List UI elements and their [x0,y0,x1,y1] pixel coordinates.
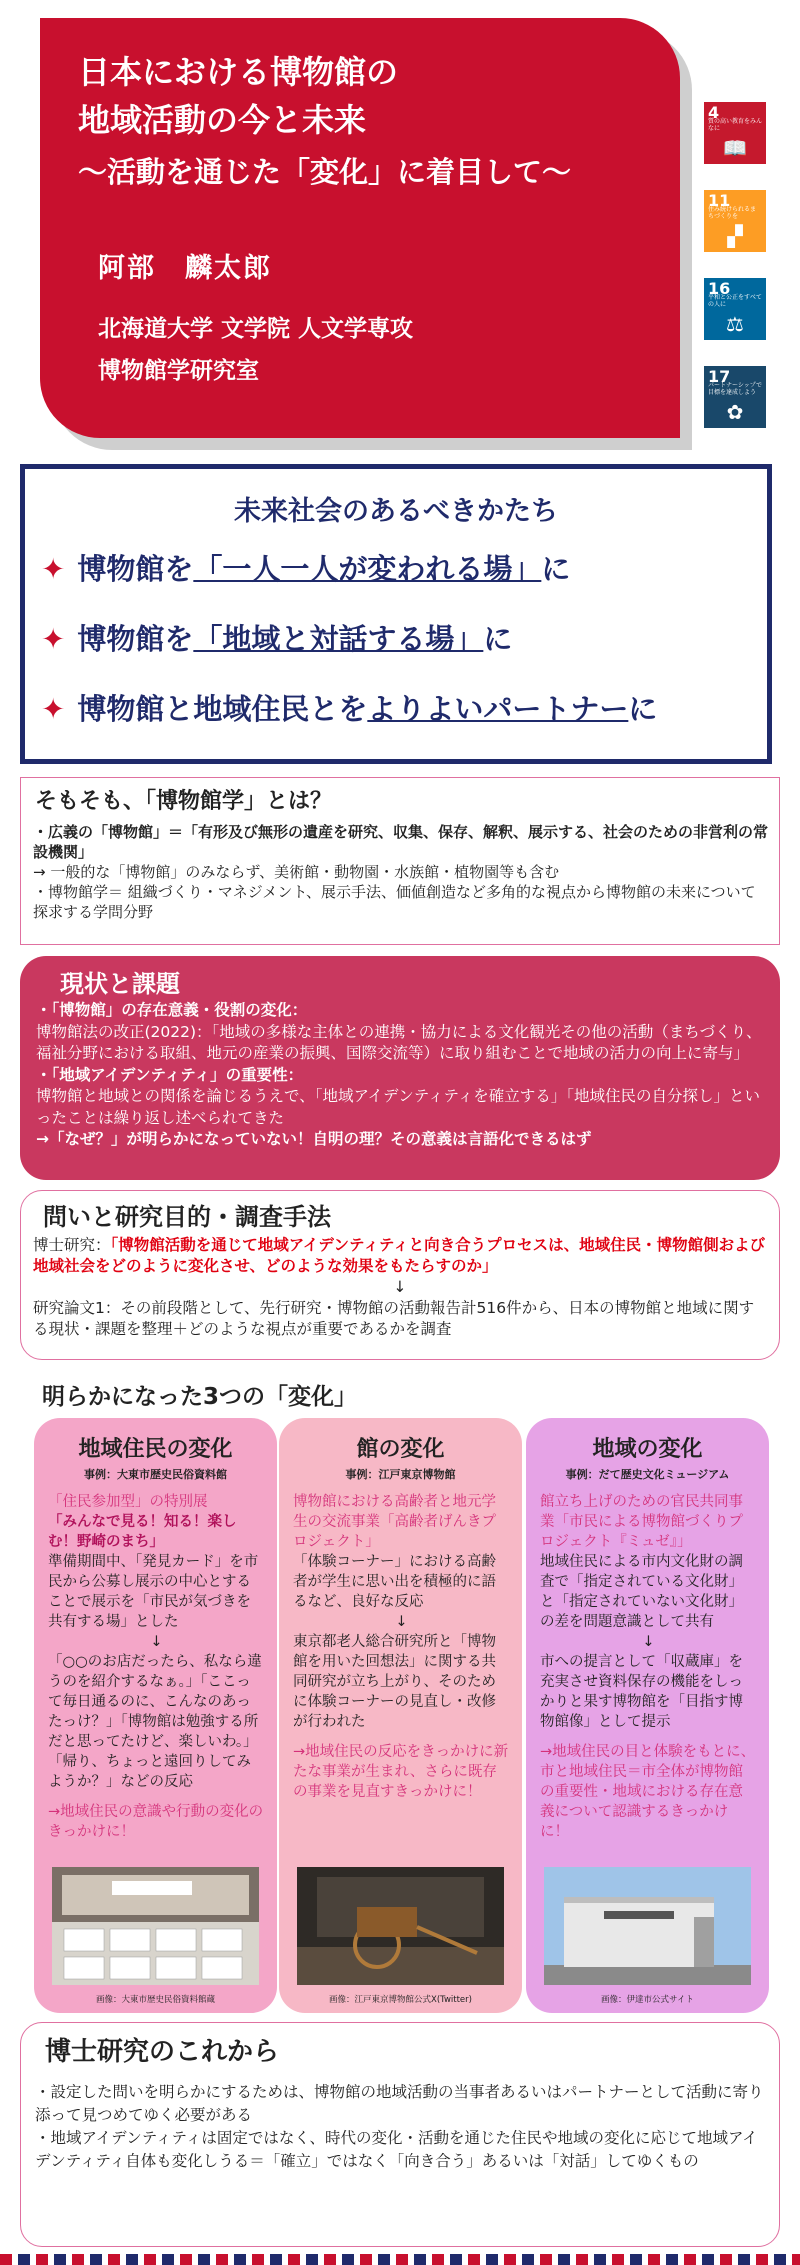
card-text: 「住民参加型」の特別展 [48,1494,208,1510]
future-research-section [20,2022,780,2247]
star-icon: ✦ [41,692,66,726]
poster-title [78,48,398,144]
sdg-label: 住み続けられるまちづくりを [708,206,757,220]
future-heading: 未来社会のあるべきかたち [234,496,558,527]
point-emphasis: 「地域と対話する場」 [193,622,484,656]
poster-subtitle: 〜活動を通じた「変化」に着目して〜 [78,155,572,189]
card-example: 事例：大東市歴史民俗資料館 [84,1468,227,1481]
book-icon: 📖 [722,136,748,160]
research-question-section [20,1190,780,1360]
point-text: 博物館を [77,552,194,586]
section-body [33,1235,767,1340]
section-heading: そもそも、「博物館学」とは？ [35,789,333,814]
sdg-4-badge [704,102,766,164]
rickshaw-photo [297,1867,504,1985]
section-heading: 現状と課題 [60,970,180,998]
down-arrow-icon: ↓ [393,1278,407,1296]
image-caption: 画像：伊達市公式サイト [601,1995,694,2005]
partnership-icon: ✿ [726,400,744,424]
card-text: 博物館における高齢者と地元学生の交流事業「高齢者げんきプロジェクト」 [293,1494,496,1550]
decorative-stripe [0,2254,800,2265]
section-body [35,2081,767,2173]
buildings-icon: ▞ [727,224,743,248]
change-card-museum [279,1418,522,2013]
card-text: →地域住民の反応をきっかけに新たな事業が生まれ、さらに既存の事業を見直すきっかけに！ [293,1744,509,1800]
label-text: 博士研究： [33,1236,111,1254]
sdg-label: パートナーシップで目標を達成しよう [708,382,762,396]
dove-icon: ⚖ [726,312,744,336]
body-line: 研究論文1：その前段階として、先行研究・博物館の活動報告計516件から、日本の博物館と地域に関する現状・課題を整理＋どのような視点が重要であるかを調査 [33,1299,755,1338]
future-point-3 [41,687,657,728]
card-example: 事例：江戸東京博物館 [345,1468,456,1481]
affiliation-line-1: 北海道大学 文学院 人文学専攻 [98,316,414,342]
card-text: 市への提言として「収蔵庫」を充実させ資料保存の機能をしっかりと果す博物館を「目指す博物館像」として提示 [540,1654,743,1730]
point-text: に [483,622,513,656]
point-text: 博物館と地域住民とを [77,692,368,726]
card-example: 事例：だて歴史文化ミュージアム [565,1468,730,1481]
card-text: 館立ち上げのための官民共同事業「市民による博物館づくりプロジェクト『ミュゼ』」 [540,1494,743,1550]
card-body [48,1492,265,1842]
title-line-1: 日本における博物館の [78,53,399,91]
section-heading: 問いと研究目的・調査手法 [43,1203,331,1231]
body-line: ・「地域アイデンティティ」の重要性： [36,1065,304,1084]
affiliation [98,308,413,392]
card-text: 東京都老人総合研究所と「博物館を用いた回想法」に関する共同研究が立ち上がり、そのために体験コーナーの見直し・改修が行われた [293,1634,496,1730]
current-issues-section [20,956,780,1180]
point-text: に [628,692,658,726]
future-point-2 [41,617,512,658]
museum-building-photo [544,1867,751,1985]
section-body [36,1000,762,1151]
body-line: 博物館と地域との関係を論じるうえで、「地域アイデンティティを確立する」「地域住民の自分探し」といったことは繰り返し述べられてきた [36,1087,761,1127]
card-text: →地域住民の目と体験をもとに、市と地域住民＝市全体が博物館の重要性・地域における存在意義について認識するきっかけに！ [540,1744,756,1840]
sdg-number: 17 [708,367,731,386]
sdg-number: 4 [708,103,720,122]
body-line: ・博物館学＝ 組織づくり・マネジメント、展示手法、価値創造など多角的な視点から博物館の未来について探求する学問分野 [33,883,756,921]
future-society-box [20,464,772,764]
card-text: →地域住民の意識や行動の変化のきっかけに！ [48,1804,264,1840]
sdg-17-badge [704,366,766,428]
card-title: 地域の変化 [592,1437,703,1462]
three-changes-heading: 明らかになった3つの「変化」 [42,1384,358,1410]
what-is-museology-section [20,777,780,945]
change-card-region [526,1418,769,2013]
point-text: 博物館を [77,622,194,656]
body-line: → 一般的な「博物館」のみならず、美術館・動物園・水族館・植物園等も含む [33,863,560,881]
card-text: 「みんなで見る！知る！楽しむ！野崎のまち」 [48,1514,237,1550]
point-emphasis: 「一人一人が変われる場」 [193,552,542,586]
body-line: ・「博物館」の存在意義・役割の変化： [36,1001,308,1019]
sdg-label: 平和と公正をすべての人に [708,294,762,308]
sdg-11-badge [704,190,766,252]
card-text: 「○○のお店だったら、私なら違うのを紹介するなぁ。」「ここって毎日通るのに、こんなのあったっけ？」「博物館は勉強する所だと思ってたけど、楽しいわ。」「帰り、ちょっと遠回りしてみようか？」などの反応 [48,1654,262,1790]
image-caption: 画像：江戸東京博物館公式X(Twitter) [329,1995,472,2005]
title-line-2: 地域活動の今と未来 [78,101,367,139]
author-name: 阿部 麟太郎 [98,253,272,284]
card-body [293,1492,510,1802]
affiliation-line-2: 博物館学研究室 [98,358,259,384]
sdg-label: 質の高い教育をみんなに [708,118,763,132]
down-arrow-icon: ↓ [642,1634,655,1650]
card-body [540,1492,757,1842]
change-card-residents [34,1418,277,2013]
point-text: に [541,552,571,586]
card-text: 地域住民による市内文化財の調査で「指定されている文化財」と「指定されていない文化財」の差を問題意識として共有 [540,1554,743,1630]
body-line: ・設定した問いを明らかにするためは、博物館の地域活動の当事者あるいはパートナーとして活動に寄り添って見つめてゆく必要がある [35,2083,764,2124]
body-line: ・地域アイデンティティは固定ではなく、時代の変化・活動を通じた住民や地域の変化に応じて地域アイデンティティ自体も変化しうる＝「確立」ではなく「向き合う」あるいは「対話」してゆくもの [35,2129,758,2170]
poster-header [40,18,680,438]
sdg-number: 16 [708,279,731,298]
card-title: 館の変化 [356,1437,445,1462]
section-body [33,822,769,922]
image-caption: 画像：大東市歴史民俗資料館蔵 [95,1995,215,2005]
card-text: 準備期間中、「発見カード」を市民から公募し展示の中心とすることで展示を「市民が気づきを共有する場」とした [48,1554,259,1630]
exhibition-photo [52,1867,259,1985]
body-line: 博物館法の改正(2022)：「地域の多様な主体との連携・協力による文化観光その他の活動（まちづくり、福祉分野における取組、地元の産業の振興、国際交流等）に取り組むことで地域の活力の向上に寄与」 [36,1022,762,1062]
sdg-number: 11 [708,191,731,210]
down-arrow-icon: ↓ [395,1614,408,1630]
future-point-1 [41,547,570,588]
star-icon: ✦ [41,622,66,656]
sdg-16-badge [704,278,766,340]
card-text: 「体験コーナー」における高齢者が学生に思い出を積極的に語るなど、良好な反応 [293,1554,496,1610]
down-arrow-icon: ↓ [150,1634,163,1650]
star-icon: ✦ [41,552,66,586]
body-line [33,1235,767,1277]
section-heading: 博士研究のこれから [45,2037,280,2067]
research-question: 「博物館活動を通じて地域アイデンティティと向き合うプロセスは、地域住民・博物館側および地域社会をどのように変化させ、どのような効果をもたらすのか」 [33,1236,766,1275]
card-title: 地域住民の変化 [78,1437,233,1462]
body-line: ・広義の「博物館」＝「有形及び無形の遺産を研究、収集、保存、解釈、展示する、社会のための非営利の常設機関」 [33,823,769,861]
body-line: →「なぜ？」が明らかになっていない！自明の理？その意義は言語化できるはず [36,1130,592,1148]
point-emphasis: よりよいパートナー [367,692,629,726]
